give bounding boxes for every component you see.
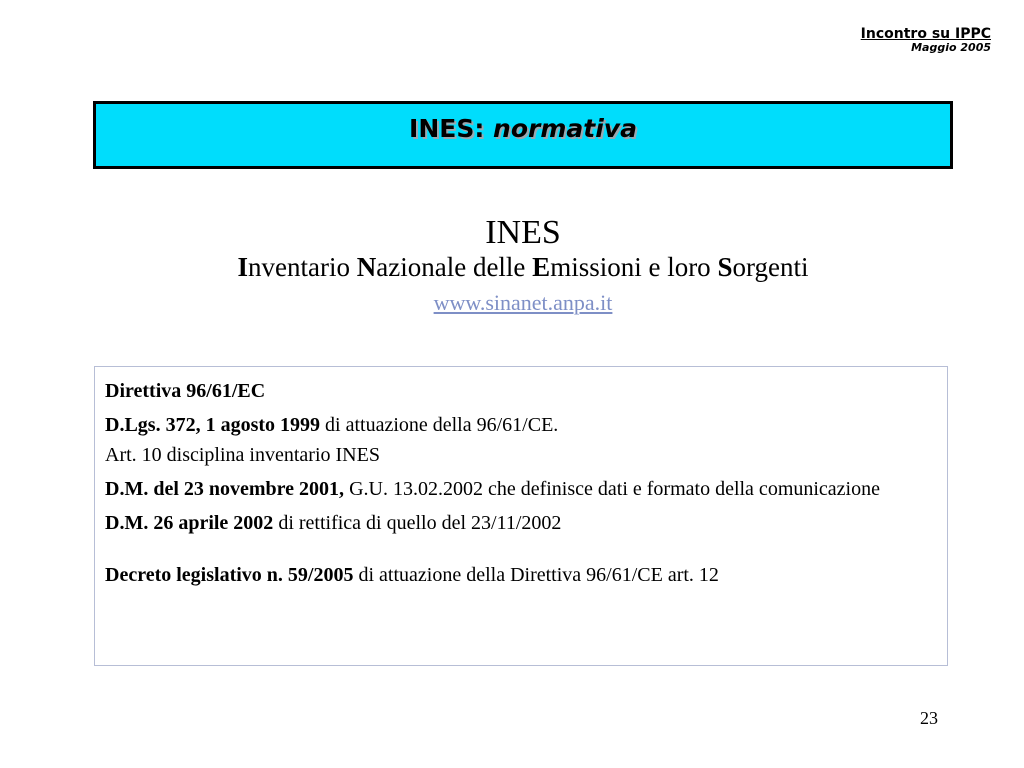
norm-reference: D.Lgs. 372, 1 agosto 1999 xyxy=(105,414,321,436)
sinanet-link[interactable]: www.sinanet.anpa.it xyxy=(433,289,613,315)
norm-reference: D.M. del 23 novembre 2001, xyxy=(105,478,345,500)
fullname-word: nventario xyxy=(248,252,357,283)
fullname-initial: S xyxy=(717,252,733,283)
fullname-initial: E xyxy=(532,252,551,283)
fullname-word: missioni e loro xyxy=(550,252,718,283)
norm-reference: Direttiva 96/61/EC xyxy=(105,380,266,402)
fullname-word: orgenti xyxy=(732,252,809,283)
norm-item xyxy=(105,376,937,406)
fullname-initial: N xyxy=(356,252,377,283)
slide-header xyxy=(861,26,991,55)
norm-description: di attuazione della Direttiva 96/61/CE art. 12 xyxy=(353,564,719,586)
title-main: INES: xyxy=(409,114,485,143)
fullname-word: azionale delle xyxy=(376,252,533,283)
ines-acronym: INES xyxy=(485,214,561,251)
fullname-initial: I xyxy=(237,252,249,283)
event-title: Incontro su IPPC xyxy=(860,26,991,42)
ines-fullname xyxy=(93,251,953,283)
title-italic: normativa xyxy=(493,114,637,143)
slide-title xyxy=(409,114,637,143)
norm-reference: Decreto legislativo n. 59/2005 xyxy=(105,564,354,586)
norms-list xyxy=(94,366,948,666)
norm-description: di rettifica di quello del 23/11/2002 xyxy=(273,512,562,534)
norm-note: Art. 10 disciplina inventario INES xyxy=(105,444,380,466)
norm-item xyxy=(105,508,937,538)
norm-item xyxy=(105,560,937,590)
norm-description: G.U. 13.02.2002 che definisce dati e formato della comunicazione xyxy=(344,478,880,500)
norm-reference: D.M. 26 aprile 2002 xyxy=(105,512,274,534)
slide-title-box xyxy=(93,101,953,169)
subtitle-block xyxy=(93,214,953,316)
norm-item xyxy=(105,410,937,470)
norm-item xyxy=(105,474,937,504)
event-date: Maggio 2005 xyxy=(911,41,991,55)
norm-description: di attuazione della 96/61/CE. xyxy=(320,414,559,436)
page-number: 23 xyxy=(920,708,938,728)
